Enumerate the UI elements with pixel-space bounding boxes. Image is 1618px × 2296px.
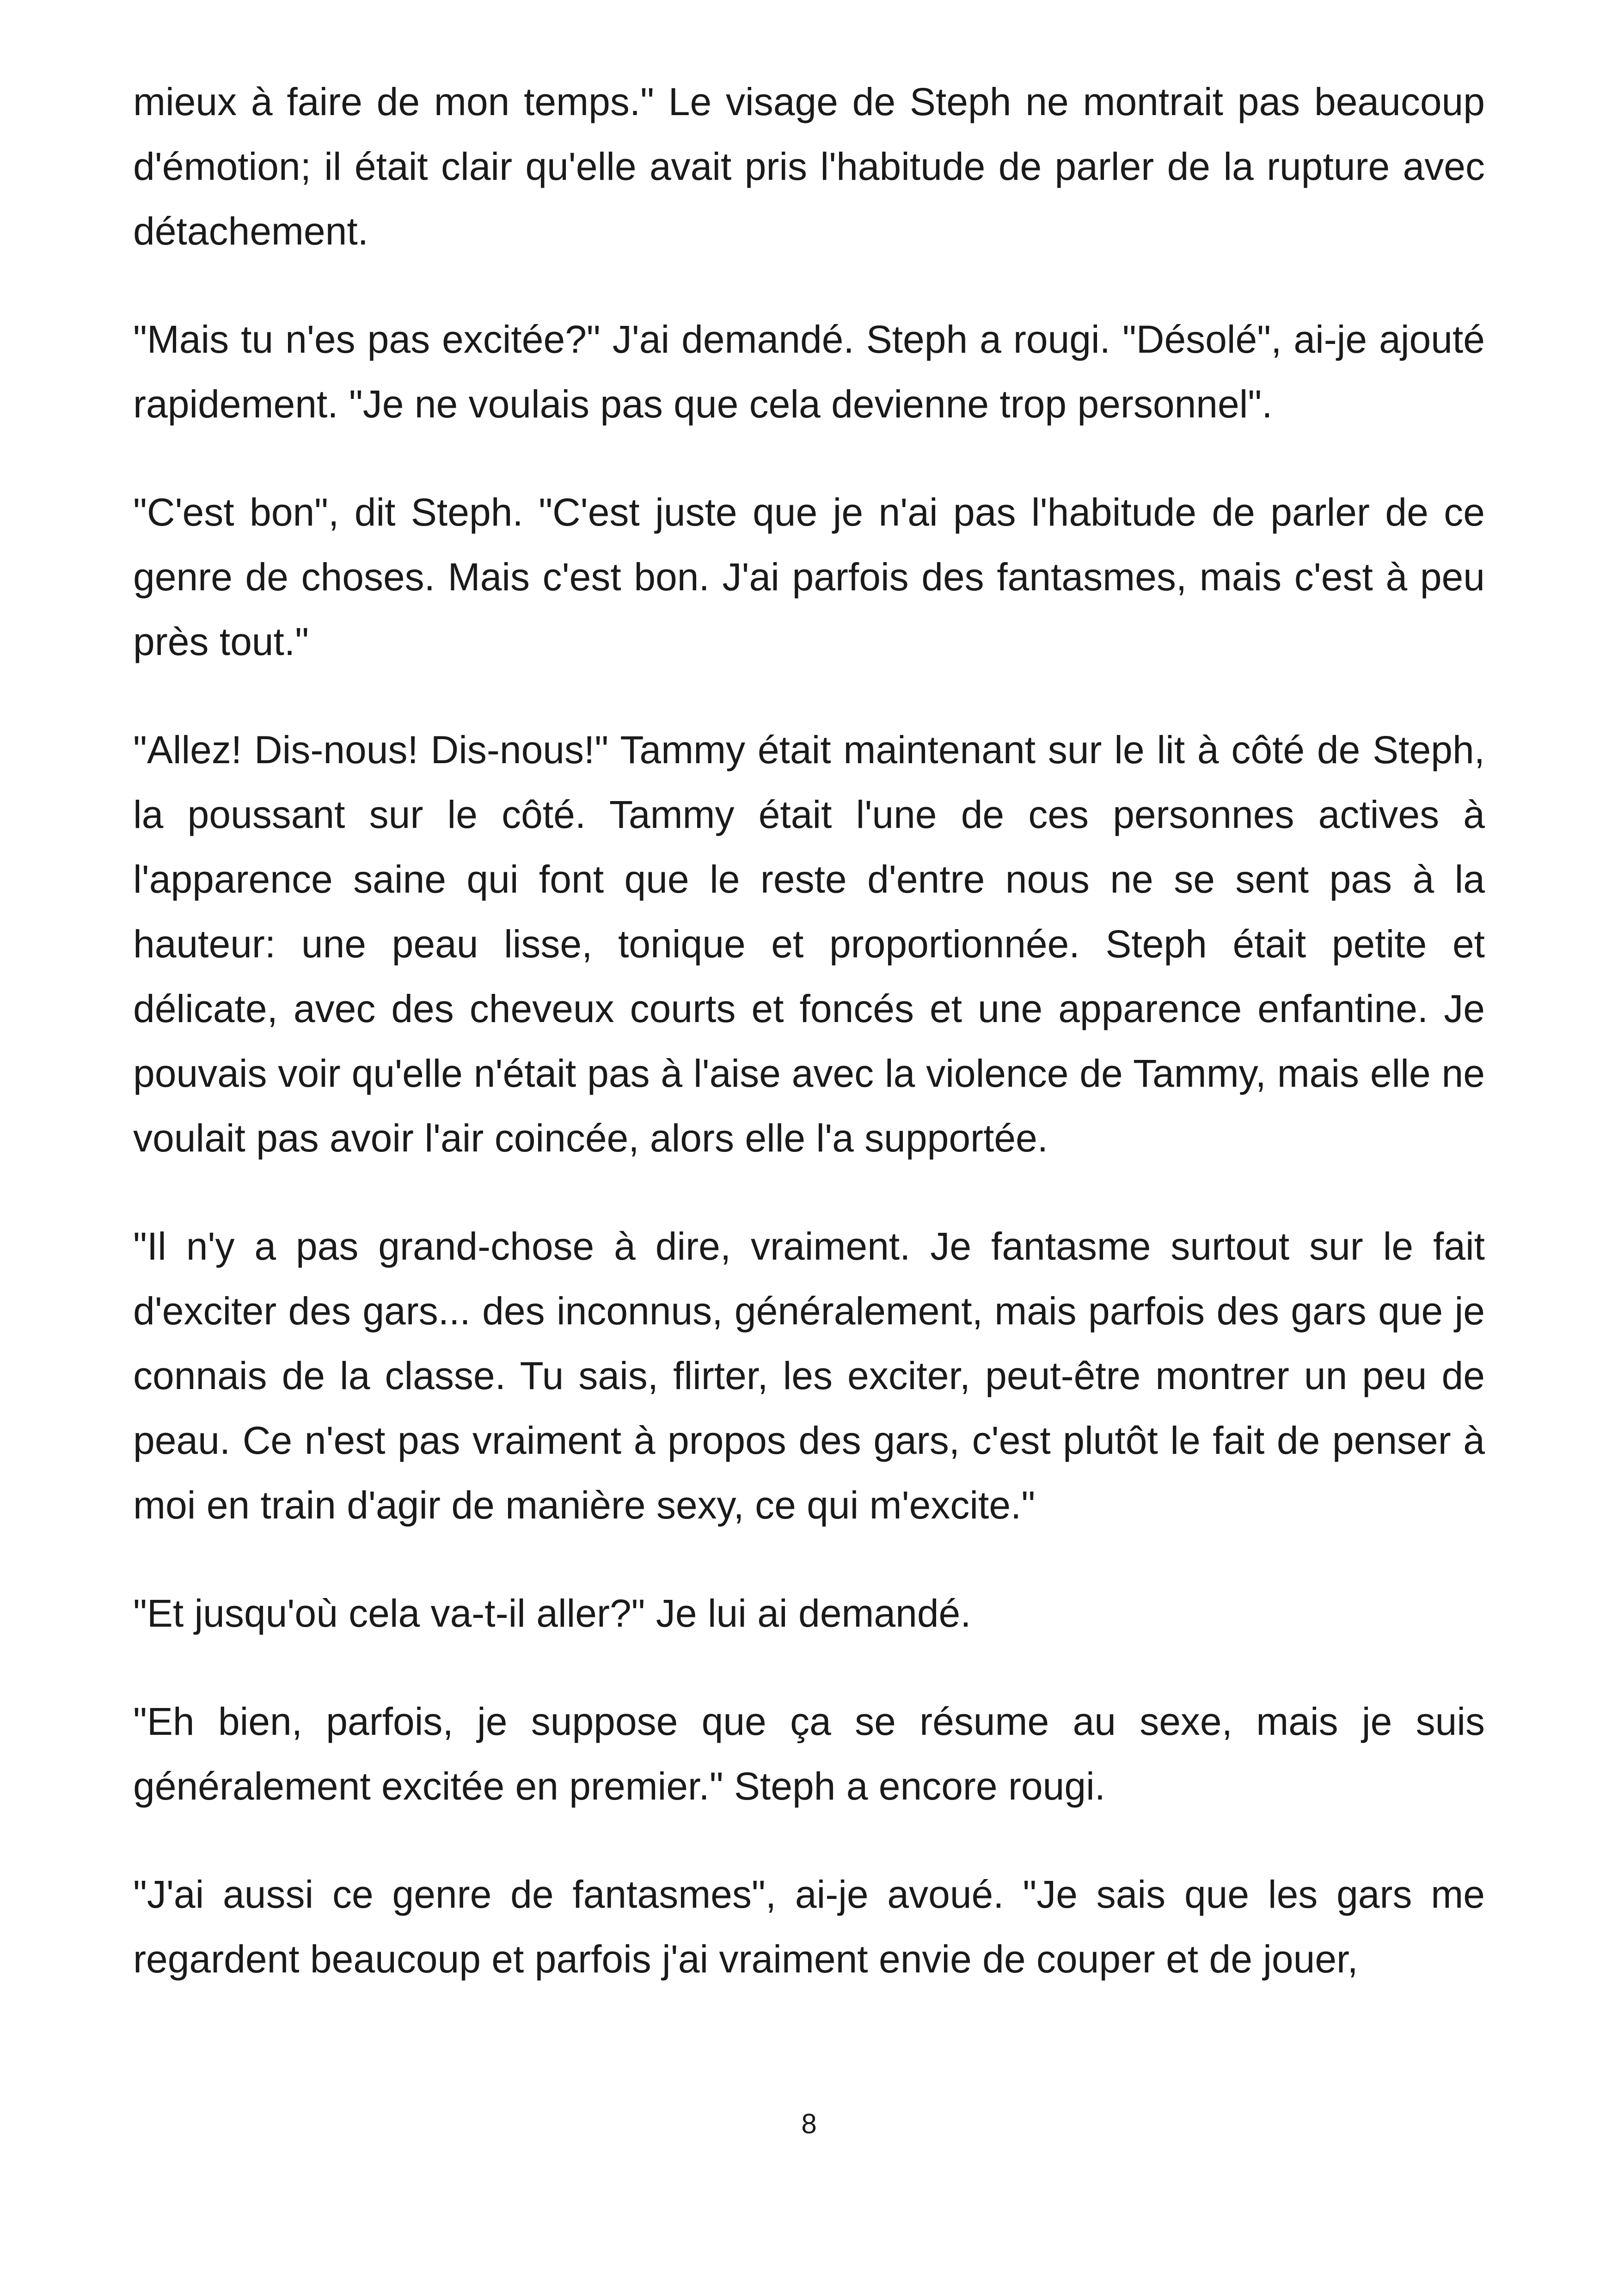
paragraph-6: "Et jusqu'où cela va-t-il aller?" Je lui ai demandé. [133, 1592, 971, 1635]
page-number: 8 [801, 2108, 817, 2139]
paragraph-8: "J'ai aussi ce genre de fantasmes", ai-je avoué. "Je sais que les gars me regardent beaucoup et parfois j'ai vraiment envie de couper et de jouer, [133, 1873, 1485, 1981]
paragraph-7: "Eh bien, parfois, je suppose que ça se résume au sexe, mais je suis généralement excitée en premier." Steph a encore rougi. [133, 1700, 1485, 1808]
paragraph-2: "Mais tu n'es pas excitée?" J'ai demandé. Steph a rougi. "Désolé", ai-je ajouté rapidement. "Je ne voulais pas que cela devienne trop personnel". [133, 318, 1485, 426]
paragraph-4: "Allez! Dis-nous! Dis-nous!" Tammy était maintenant sur le lit à côté de Steph, la poussant sur le côté. Tammy était l'une de ces personnes actives à l'apparence saine qui font que le reste d'entre nous ne se sent pas à la hauteur: une peau lisse, tonique et proportionnée. Steph était petite et délicate, avec des cheveux courts et foncés et une apparence enfantine. Je pouvais voir qu'elle n'était pas à l'aise avec la violence de Tammy, mais elle ne voulait pas avoir l'air coincée, alors elle l'a supportée. [133, 728, 1485, 1160]
paragraph-3: "C'est bon", dit Steph. "C'est juste que je n'ai pas l'habitude de parler de ce genre de choses. Mais c'est bon. J'ai parfois des fantasmes, mais c'est à peu près tout." [133, 490, 1485, 663]
paragraph-1: mieux à faire de mon temps." Le visage de Steph ne montrait pas beaucoup d'émotion; il était clair qu'elle avait pris l'habitude de parler de la rupture avec détachement. [133, 80, 1485, 253]
paragraph-5: "Il n'y a pas grand-chose à dire, vraiment. Je fantasme surtout sur le fait d'exciter des gars... des inconnus, généralement, mais parfois des gars que je connais de la classe. Tu sais, flirter, les exciter, peut-être montrer un peu de peau. Ce n'est pas vraiment à propos des gars, c'est plutôt le fait de penser à moi en train d'agir de manière sexy, ce qui m'excite." [133, 1225, 1485, 1527]
page-body [133, 69, 1485, 2035]
